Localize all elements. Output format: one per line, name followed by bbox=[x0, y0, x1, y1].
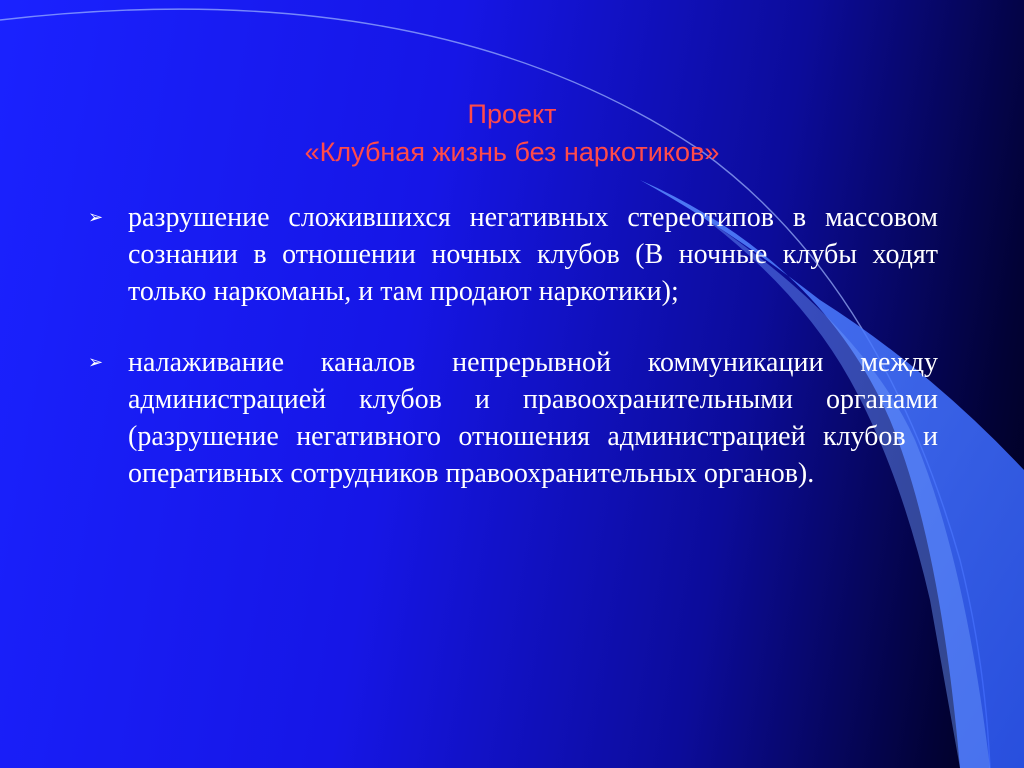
slide-title-line-1: Проект bbox=[467, 99, 557, 129]
slide-title-line-2: «Клубная жизнь без наркотиков» bbox=[304, 137, 720, 167]
list-item bbox=[86, 344, 938, 492]
bullet-list bbox=[86, 199, 938, 526]
arrow-bullet-icon: ➢ bbox=[88, 352, 104, 373]
bullet-text: налаживание каналов непрерывной коммуникации между администрацией клубов и правоохранительными органами (разрушение негативного отношения администрацией клубов и оперативных сотрудников правоохранительных органов). bbox=[128, 347, 938, 489]
slide-title bbox=[0, 95, 1024, 171]
bullet-text: разрушение сложившихся негативных стереотипов в массовом сознании в отношении ночных клубов (В ночные клубы ходят только наркоманы, и там продают наркотики); bbox=[128, 202, 938, 307]
list-item bbox=[86, 199, 938, 310]
arrow-bullet-icon: ➢ bbox=[88, 207, 104, 228]
